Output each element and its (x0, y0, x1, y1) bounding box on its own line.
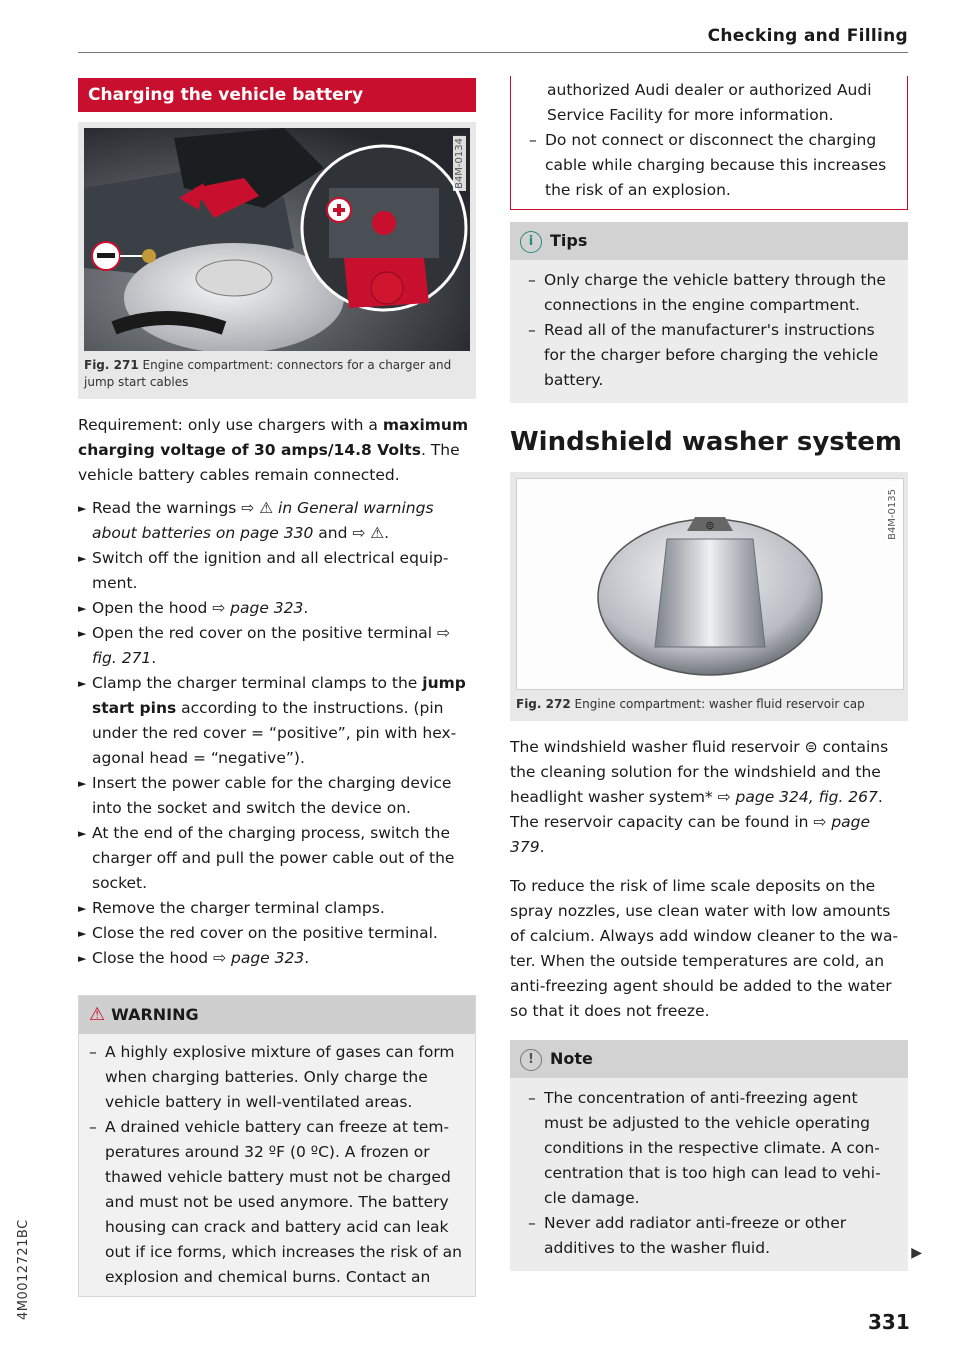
note-box (510, 1040, 922, 1271)
warning-item-text: A drained vehicle battery can freeze at temperatures around 32 ºF (0 ºC). A frozen or thawed vehicle battery must not be charged and must not be used anymore. The battery housing can crack and battery acid can leak out if ice forms, which increases the risk of an explosion and chemical burns. Contact an (105, 1118, 462, 1286)
paragraph-text: . (539, 838, 545, 856)
step-reference-link[interactable]: ⇨ page 323 (213, 949, 305, 967)
right-column (510, 76, 922, 1271)
engine-illustration (84, 128, 470, 351)
washer-paragraph-2: To reduce the risk of lime scale deposits on the spray nozzles, use clean water with low amounts of calcium. Always add window cleaner to the water. When the outside temperatures are cold, an anti-freezing agent should be added to the water so that it does not freeze. (510, 877, 899, 1020)
step-bullet-icon: ► (78, 602, 87, 615)
step-text: Switch off the ignition and all electrical equipment. (92, 549, 449, 592)
tips-item-text: Only charge the vehicle battery through the connections in the engine compartment. (544, 271, 886, 314)
warning-item-text: A highly explosive mixture of gases can form when charging batteries. Only charge the vehicle battery in well-ventilated areas. (105, 1043, 455, 1111)
requirement-text-post: . The vehicle battery cables remain connected. (78, 441, 460, 484)
figure-caption (84, 357, 470, 391)
step-item (78, 771, 476, 821)
step-text: Open the red cover on the positive terminal (92, 624, 438, 642)
paragraph-text: The windshield washer fluid reservoir (510, 738, 805, 756)
figure-label: Fig. 272 (516, 697, 571, 711)
note-item: – Never add radiator anti-freeze or other additives to the washer fluid. (528, 1214, 847, 1257)
step-text: At the end of the charging process, switch the charger off and pull the power cable out of the socket. (92, 824, 455, 892)
step-item (78, 896, 476, 921)
warning-header (79, 996, 475, 1034)
info-icon: i (520, 231, 542, 253)
warning-triangle-icon: ⚠ (89, 1004, 106, 1025)
step-bullet-icon: ► (78, 952, 87, 965)
paragraph-text: . The reservoir capacity can be found in (510, 788, 883, 831)
continue-arrow-icon: ▶ (911, 1245, 922, 1261)
requirement-text-pre: Requirement: only use chargers with a (78, 416, 383, 434)
figure-caption (516, 696, 902, 713)
step-text-post: according to the instructions. (pin under the red cover = “positive”, pin with hexagonal head = “negative”). (92, 699, 457, 767)
step-bullet-icon: ► (78, 502, 87, 515)
step-bullet-icon: ► (78, 677, 87, 690)
washer-fluid-icon: ⊜ (804, 738, 818, 756)
image-code: B4M-0135 (887, 489, 898, 540)
paragraph-text: contains the cleaning solution for the windshield and the headlight washer system* (510, 738, 889, 806)
warning-item-text: Do not connect or disconnect the charging cable while charging because this increases the risk of an explosion. (545, 131, 887, 199)
section-title-washer: Windshield washer system (510, 427, 902, 457)
washer-cap-illustration (517, 479, 903, 689)
requirement-bold: maximum charging voltage of 30 amps/14.8 Volts (78, 416, 469, 459)
step-item (78, 821, 476, 896)
warning-continued-lead: authorized Audi dealer or authorized Audi Service Facility for more information. (547, 81, 872, 124)
step-item (78, 546, 476, 596)
step-text: Close the red cover on the positive terminal. (92, 924, 438, 942)
caution-icon: ! (520, 1049, 542, 1071)
page-number: 331 (868, 1310, 910, 1334)
warning-item: – Do not connect or disconnect the charging cable while charging because this increases the risk of an explosion. (529, 131, 887, 199)
tips-item: – Read all of the manufacturer's instructions for the charger before charging the vehicle battery. (528, 321, 879, 389)
step-bullet-icon: ► (78, 827, 87, 840)
image-code: B4M-0134 (454, 138, 465, 189)
tips-body (510, 260, 908, 403)
step-text: Read the warnings ⇨ ⚠ (92, 499, 279, 517)
step-reference-link[interactable]: ⇨ fig. 271 (92, 624, 451, 667)
step-text: Remove the charger terminal clamps. (92, 899, 385, 917)
figure-271 (78, 122, 476, 399)
page-reference-link[interactable]: ⇨ page 379 (510, 813, 871, 856)
step-item (78, 921, 476, 946)
warning-body (79, 1034, 475, 1296)
step-reference-link[interactable]: in General warnings about batteries on page 330 (92, 499, 434, 542)
step-text-post: . (304, 949, 310, 967)
step-text: Clamp the charger terminal clamps to the (92, 674, 423, 692)
note-item: – The concentration of anti-freezing agent must be adjusted to the vehicle operating conditions in the respective climate. A concentration that is too high can lead to vehicle damage. (528, 1089, 881, 1207)
step-bullet-icon: ► (78, 552, 87, 565)
warning-box (78, 995, 476, 1297)
step-text-post: . (151, 649, 157, 667)
step-text-post: and ⇨ ⚠. (313, 524, 390, 542)
left-column (78, 78, 476, 1297)
engine-compartment-image (84, 128, 470, 351)
figure-272 (510, 472, 908, 721)
note-header (510, 1040, 908, 1078)
page-header-title: Checking and Filling (707, 26, 908, 46)
step-bullet-icon: ► (78, 927, 87, 940)
warning-title: WARNING (111, 1005, 199, 1024)
step-item (78, 496, 476, 546)
step-text-post: . (303, 599, 309, 617)
note-item-text: Never add radiator anti-freeze or other additives to the washer fluid. (544, 1214, 847, 1257)
warning-continued-box (510, 76, 908, 210)
step-bullet-icon: ► (78, 777, 87, 790)
header-divider (78, 52, 908, 53)
tips-header (510, 222, 908, 260)
step-item (78, 946, 476, 971)
requirement-paragraph (78, 413, 476, 488)
tips-item-text: Read all of the manufacturer's instructions for the charger before charging the vehicle battery. (544, 321, 879, 389)
figure-caption-text: Engine compartment: connectors for a charger and jump start cables (84, 358, 452, 389)
step-text: Close the hood (92, 949, 214, 967)
step-item (78, 621, 476, 671)
warning-item: – A drained vehicle battery can freeze at temperatures around 32 ºF (0 ºC). A frozen or thawed vehicle battery must not be charged and must not be used anymore. The battery housing can crack and battery acid can leak out if ice forms, which increases the risk of an explosion and chemical burns. Contact an (89, 1118, 462, 1286)
washer-cap-image (516, 478, 904, 690)
step-reference-link[interactable]: ⇨ page 323 (212, 599, 304, 617)
step-bold-term: jump start pins (92, 674, 466, 717)
tips-item: – Only charge the vehicle battery through the connections in the engine compartment. (528, 271, 886, 314)
washer-paragraph-1 (510, 735, 908, 860)
section-title-charging: Charging the vehicle battery (78, 78, 476, 112)
note-item-text: The concentration of anti-freezing agent must be adjusted to the vehicle operating conditions in the respective climate. A concentration that is too high can lead to vehicle damage. (544, 1089, 881, 1207)
note-title: Note (550, 1049, 593, 1068)
figure-label: Fig. 271 (84, 358, 139, 372)
step-text: Insert the power cable for the charging device into the socket and switch the device on. (92, 774, 452, 817)
warning-item: – A highly explosive mixture of gases can form when charging batteries. Only charge the vehicle battery in well-ventilated areas. (89, 1043, 455, 1111)
document-code: 4M0012721BC (16, 1219, 31, 1320)
step-bullet-icon: ► (78, 627, 87, 640)
charging-steps-list (78, 496, 476, 971)
step-bullet-icon: ► (78, 902, 87, 915)
tips-title: Tips (550, 231, 588, 250)
tips-box (510, 222, 908, 403)
step-text: Open the hood (92, 599, 213, 617)
step-item (78, 671, 476, 771)
step-item (78, 596, 476, 621)
svg-text:⊜: ⊜ (705, 519, 715, 532)
note-body (510, 1078, 922, 1271)
figure-caption-text: Engine compartment: washer fluid reservoir cap (574, 697, 865, 711)
page-reference-link[interactable]: ⇨ page 324, fig. 267 (717, 788, 878, 806)
